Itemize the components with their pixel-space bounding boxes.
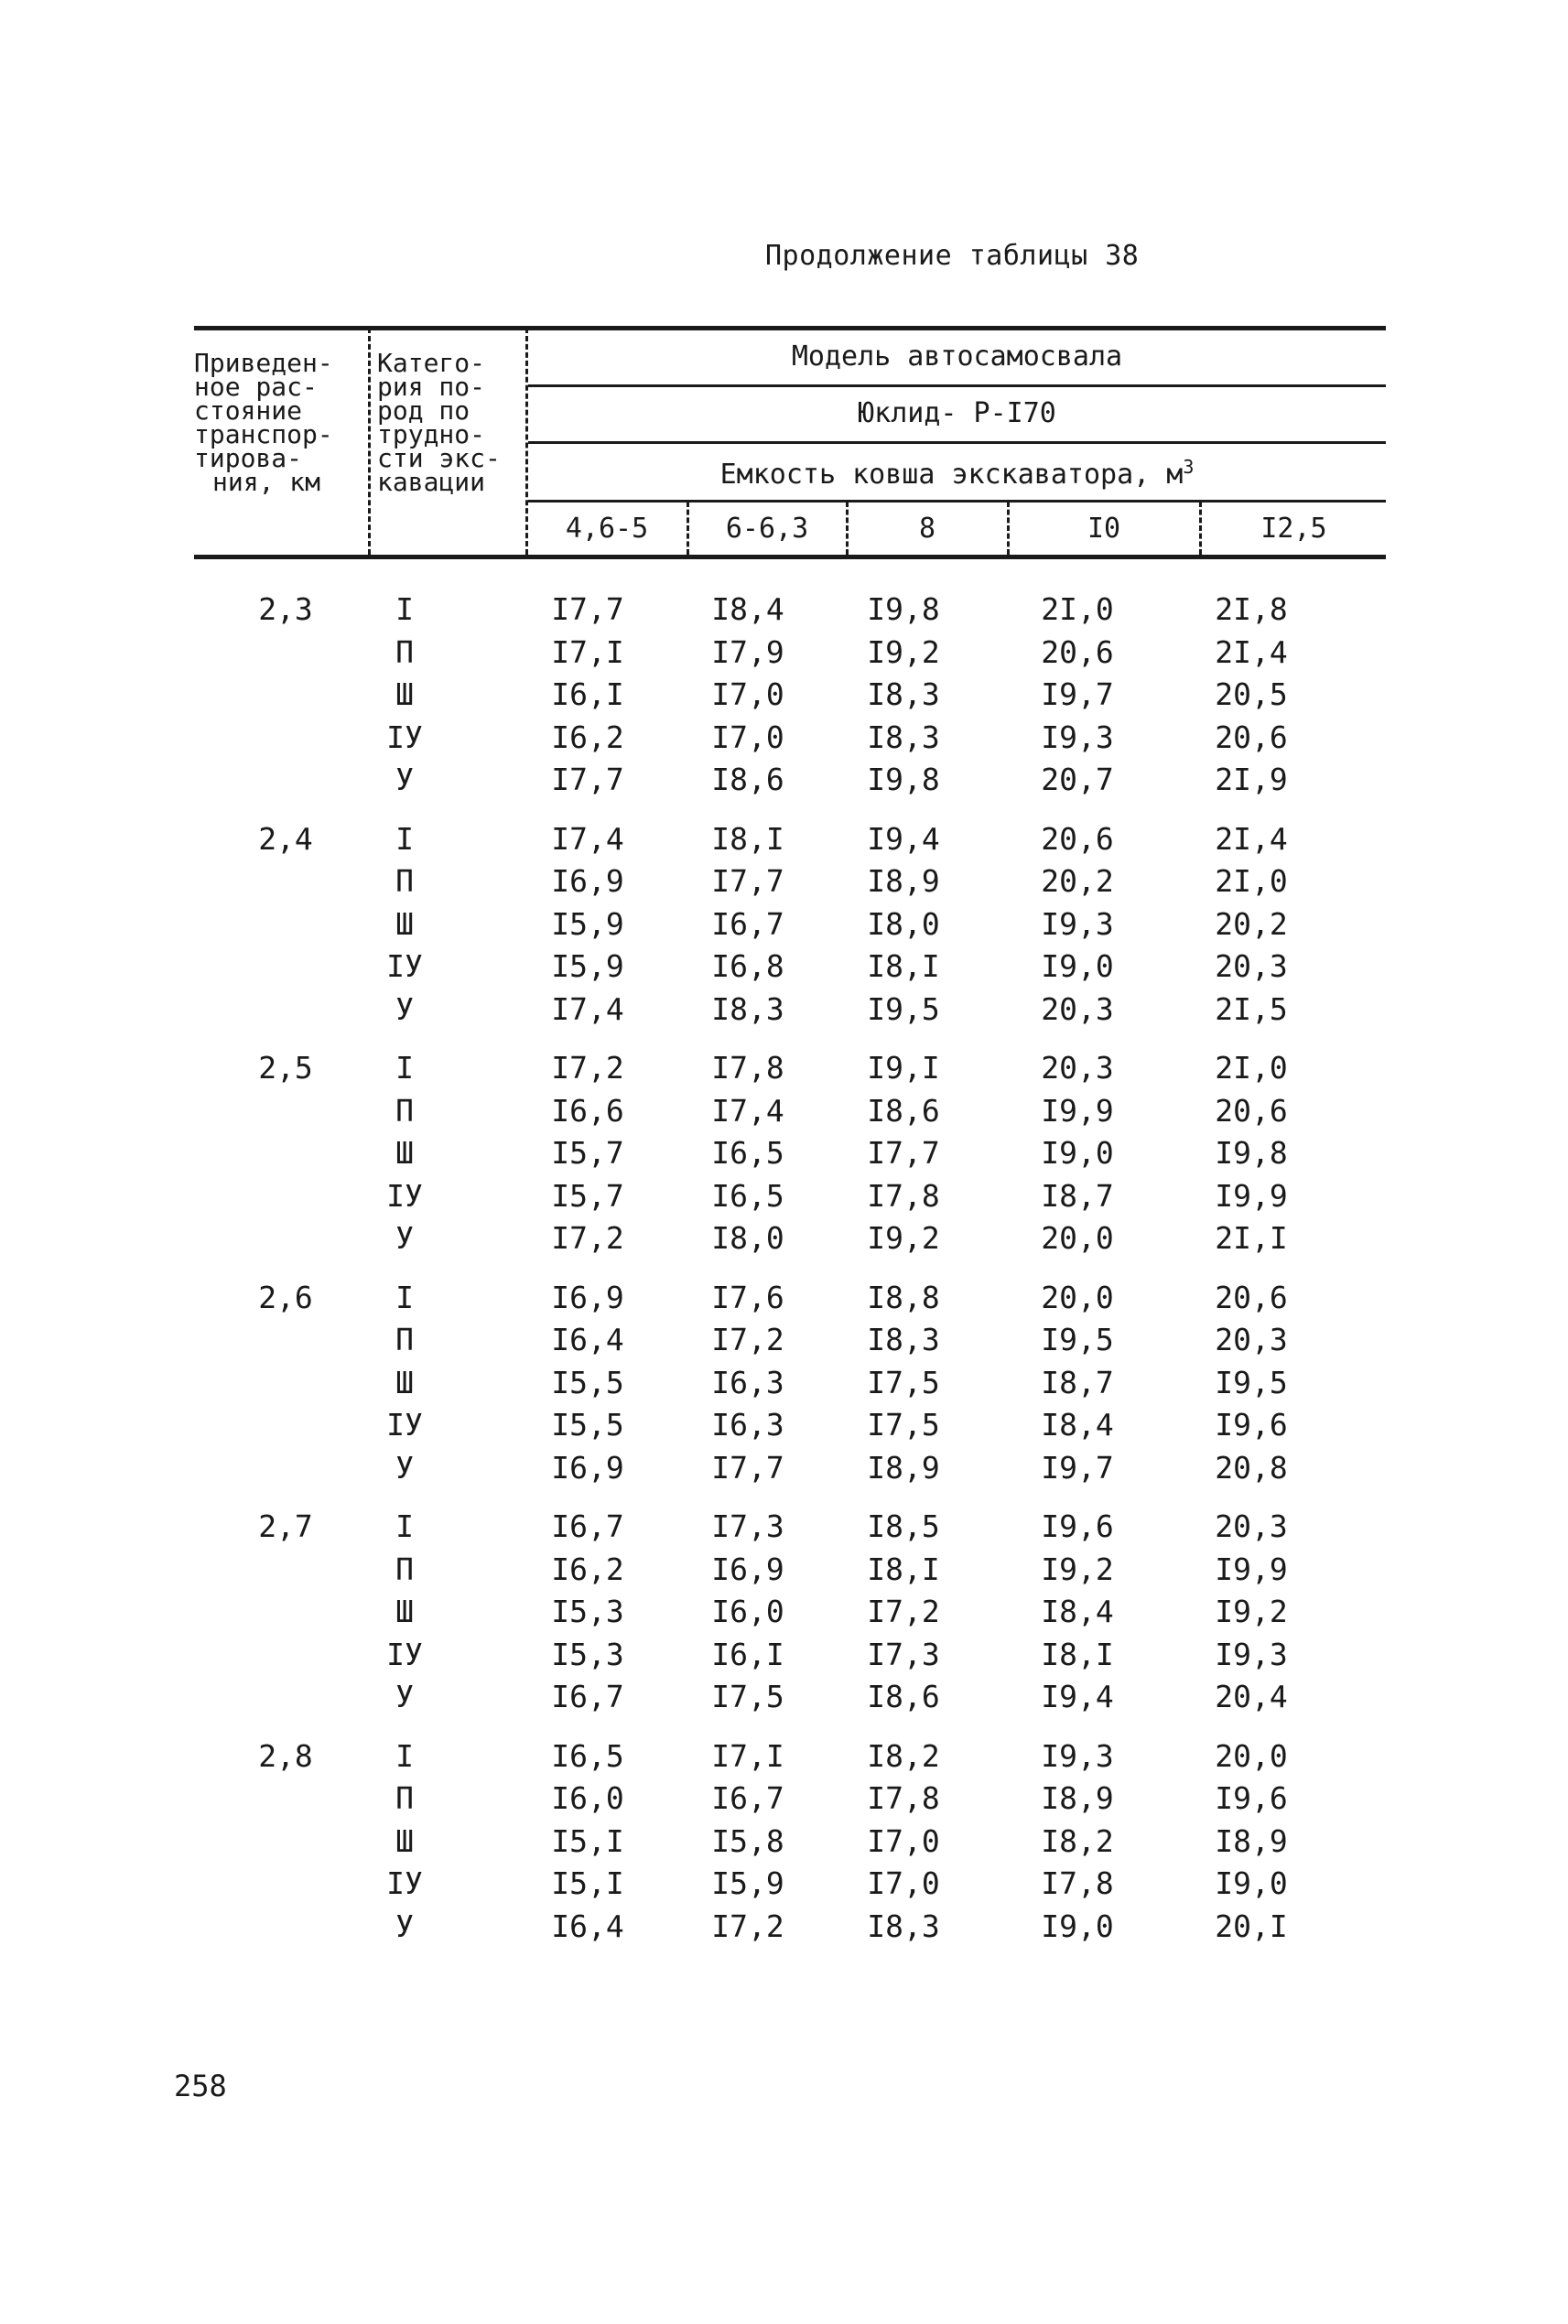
table-row <box>194 1508 1386 1551</box>
value-cell: I6,9 <box>551 1449 624 1486</box>
value-cell: I7,4 <box>551 820 624 857</box>
value-cell: I9,9 <box>1041 1092 1114 1129</box>
category-cell: П <box>395 1780 414 1816</box>
value-cell: 2I,9 <box>1215 762 1288 797</box>
value-cell: I9,3 <box>1041 1737 1114 1774</box>
value-cell: I8,I <box>1041 1636 1114 1672</box>
value-cell: I5,I <box>551 1822 624 1859</box>
category-cell: Ш <box>395 1822 414 1859</box>
value-cell: I5,5 <box>551 1364 624 1400</box>
value-cell: I8,3 <box>711 990 784 1027</box>
value-cell: I7,5 <box>867 1407 940 1443</box>
value-cell: I7,8 <box>867 1780 940 1816</box>
table-row <box>194 1050 1386 1092</box>
value-cell: 20,6 <box>1215 1092 1288 1129</box>
value-cell: I9,2 <box>867 633 940 670</box>
value-cell: I7,3 <box>711 1508 784 1544</box>
distance-cell: 2,8 <box>258 1737 313 1774</box>
value-cell: I9,6 <box>1215 1780 1288 1816</box>
value-cell: I6,5 <box>711 1135 784 1171</box>
distance-cell: 2,6 <box>258 1279 313 1315</box>
value-cell: I7,2 <box>711 1322 784 1357</box>
value-cell: 2I,0 <box>1041 591 1114 627</box>
value-cell: I8,9 <box>867 1449 940 1486</box>
value-cell: I8,4 <box>1041 1594 1114 1629</box>
header-rule-1 <box>528 384 1386 387</box>
value-cell: 20,3 <box>1041 1050 1114 1086</box>
value-cell: I6,0 <box>551 1780 624 1816</box>
table-row <box>194 1679 1386 1721</box>
value-cell: I8,6 <box>867 1092 940 1129</box>
value-cell: I9,6 <box>1041 1508 1114 1544</box>
value-cell: I8,I <box>867 1551 940 1587</box>
table-row <box>194 1551 1386 1594</box>
value-cell: I7,7 <box>551 762 624 797</box>
value-cell: I7,0 <box>867 1865 940 1901</box>
value-cell: I6,3 <box>711 1407 784 1443</box>
value-cell: I6,8 <box>711 948 784 984</box>
value-cell: I7,2 <box>551 1220 624 1256</box>
value-cell: I8,0 <box>711 1220 784 1256</box>
category-cell: I <box>395 591 414 627</box>
value-cell: I6,7 <box>711 905 784 942</box>
header-model-value: Юклид- Р-I70 <box>858 397 1056 429</box>
value-cell: I5,I <box>551 1865 624 1901</box>
value-cell: I7,8 <box>867 1177 940 1214</box>
value-cell: I9,0 <box>1041 1908 1114 1944</box>
value-cell: I5,9 <box>711 1865 784 1901</box>
category-cell: П <box>395 863 414 899</box>
table-row <box>194 863 1386 905</box>
table-row <box>194 1865 1386 1908</box>
value-cell: I9,8 <box>867 591 940 627</box>
value-cell: I9,3 <box>1215 1636 1288 1672</box>
table-row <box>194 906 1386 948</box>
category-cell: ІУ <box>386 948 423 984</box>
category-cell: ІУ <box>386 1636 423 1672</box>
value-cell: I7,7 <box>711 1449 784 1486</box>
table-row <box>194 676 1386 719</box>
category-cell: У <box>395 1220 414 1256</box>
header-rule-3 <box>528 500 1386 503</box>
table-top-rule <box>194 326 1386 330</box>
category-cell: ІУ <box>386 719 423 755</box>
value-cell: 20,2 <box>1215 905 1288 942</box>
value-cell: I7,8 <box>711 1050 784 1086</box>
table-row <box>194 1365 1386 1407</box>
value-cell: I6,6 <box>551 1092 624 1129</box>
value-cell: I8,I <box>867 948 940 984</box>
category-cell: П <box>395 633 414 670</box>
value-cell: I5,5 <box>551 1407 624 1443</box>
value-cell: I7,7 <box>551 591 624 627</box>
value-cell: 2I,4 <box>1215 820 1288 857</box>
value-cell: 20,0 <box>1041 1279 1114 1315</box>
category-cell: I <box>395 1050 414 1086</box>
value-cell: I7,2 <box>867 1594 940 1629</box>
value-cell: I7,0 <box>867 1822 940 1859</box>
value-cell: I5,3 <box>551 1594 624 1629</box>
category-cell: I <box>395 1737 414 1774</box>
table-row <box>194 1280 1386 1322</box>
table-row <box>194 762 1386 804</box>
value-cell: I8,6 <box>867 1679 940 1714</box>
category-cell: ІУ <box>386 1177 423 1214</box>
value-cell: 20,6 <box>1215 719 1288 755</box>
value-cell: 20,6 <box>1215 1279 1288 1315</box>
header-capacity-col-4: I0 <box>1087 513 1121 545</box>
value-cell: I8,I <box>711 820 784 857</box>
value-cell: I8,5 <box>867 1508 940 1544</box>
value-cell: I8,3 <box>867 1908 940 1944</box>
table-row <box>194 1738 1386 1780</box>
value-cell: I6,9 <box>551 1279 624 1315</box>
value-cell: I8,7 <box>1041 1364 1114 1400</box>
value-cell: 2I,5 <box>1215 990 1288 1027</box>
value-cell: I9,2 <box>867 1220 940 1256</box>
category-cell: I <box>395 820 414 857</box>
value-cell: I9,2 <box>1215 1594 1288 1629</box>
value-cell: 20,6 <box>1041 633 1114 670</box>
category-cell: Ш <box>395 1364 414 1400</box>
header-rule-2 <box>528 441 1386 444</box>
value-cell: I8,2 <box>1041 1822 1114 1859</box>
value-cell: I9,9 <box>1215 1177 1288 1214</box>
value-cell: I9,7 <box>1041 676 1114 712</box>
value-cell: I6,4 <box>551 1908 624 1944</box>
value-cell: I8,7 <box>1041 1177 1114 1214</box>
category-cell: П <box>395 1322 414 1357</box>
header-capacity-col-1: 4,6-5 <box>565 513 649 545</box>
category-cell: Ш <box>395 676 414 712</box>
value-cell: 20,3 <box>1041 990 1114 1027</box>
value-cell: I6,4 <box>551 1322 624 1357</box>
value-cell: I7,6 <box>711 1279 784 1315</box>
value-cell: I7,7 <box>711 863 784 899</box>
value-cell: I6,0 <box>711 1594 784 1629</box>
value-cell: I6,I <box>551 676 624 712</box>
value-cell: I6,5 <box>551 1737 624 1774</box>
value-cell: I9,4 <box>867 820 940 857</box>
table-row <box>194 634 1386 676</box>
value-cell: I8,3 <box>867 1322 940 1357</box>
value-cell: I6,7 <box>711 1780 784 1816</box>
header-model-label: Модель автосамосвала <box>791 340 1123 373</box>
value-cell: I9,2 <box>1041 1551 1114 1587</box>
value-cell: I8,4 <box>711 591 784 627</box>
value-cell: I6,I <box>711 1636 784 1672</box>
table-row <box>194 1637 1386 1679</box>
value-cell: I9,0 <box>1215 1865 1288 1901</box>
value-cell: 20,7 <box>1041 762 1114 797</box>
category-cell: Ш <box>395 905 414 942</box>
value-cell: I5,9 <box>551 905 624 942</box>
value-cell: I8,4 <box>1041 1407 1114 1443</box>
table-row <box>194 821 1386 863</box>
header-capacity-col-3: 8 <box>918 513 936 545</box>
category-cell: Ш <box>395 1594 414 1629</box>
value-cell: I7,2 <box>711 1908 784 1944</box>
value-cell: I6,2 <box>551 1551 624 1587</box>
value-cell: I8,2 <box>867 1737 940 1774</box>
distance-cell: 2,4 <box>258 820 313 857</box>
value-cell: I7,5 <box>711 1679 784 1714</box>
value-cell: I5,3 <box>551 1636 624 1672</box>
header-category: Катего- рия по- род по трудно- сти экс- кавации <box>377 348 501 497</box>
value-cell: 2I,0 <box>1215 1050 1288 1086</box>
header-distance: Приведен- ное рас- стояние транспор- тирова- ния, км <box>194 348 333 497</box>
table-row <box>194 1322 1386 1364</box>
category-cell: ІУ <box>386 1407 423 1443</box>
value-cell: I7,0 <box>711 719 784 755</box>
value-cell: I9,4 <box>1041 1679 1114 1714</box>
table-row <box>194 1823 1386 1865</box>
header-capacity-col-2: 6-6,3 <box>725 513 809 545</box>
value-cell: 2I,4 <box>1215 633 1288 670</box>
value-cell: I6,7 <box>551 1679 624 1714</box>
header-capacity-label: Емкость ковша экскаватора, $м^3$ <box>719 456 1195 491</box>
value-cell: I6,9 <box>711 1551 784 1587</box>
value-cell: I9,5 <box>1215 1364 1288 1400</box>
value-cell: 20,3 <box>1215 1508 1288 1544</box>
value-cell: I9,9 <box>1215 1551 1288 1587</box>
value-cell: I8,9 <box>867 863 940 899</box>
value-cell: I7,I <box>551 633 624 670</box>
category-cell: У <box>395 990 414 1027</box>
header-bottom-rule <box>194 555 1386 559</box>
table-row <box>194 1908 1386 1951</box>
value-cell: 20,6 <box>1041 820 1114 857</box>
table-row <box>194 719 1386 762</box>
value-cell: I7,2 <box>551 1050 624 1086</box>
value-cell: I6,9 <box>551 863 624 899</box>
table-row <box>194 1135 1386 1177</box>
value-cell: I5,7 <box>551 1135 624 1171</box>
category-cell: У <box>395 1449 414 1486</box>
table-row <box>194 1220 1386 1262</box>
category-cell: Ш <box>395 1135 414 1171</box>
category-cell: П <box>395 1092 414 1129</box>
value-cell: I6,7 <box>551 1508 624 1544</box>
value-cell: I8,3 <box>867 719 940 755</box>
value-cell: I9,7 <box>1041 1449 1114 1486</box>
value-cell: 20,0 <box>1215 1737 1288 1774</box>
value-cell: I8,6 <box>711 762 784 797</box>
category-cell: I <box>395 1508 414 1544</box>
category-cell: I <box>395 1279 414 1315</box>
table-row <box>194 1594 1386 1636</box>
value-cell: I6,5 <box>711 1177 784 1214</box>
value-cell: I5,7 <box>551 1177 624 1214</box>
category-cell: У <box>395 762 414 797</box>
value-cell: 20,5 <box>1215 676 1288 712</box>
category-cell: П <box>395 1551 414 1587</box>
value-cell: I8,9 <box>1041 1780 1114 1816</box>
value-cell: I9,3 <box>1041 905 1114 942</box>
header-capacity-col-5: I2,5 <box>1260 513 1327 545</box>
value-cell: 2I,I <box>1215 1220 1288 1256</box>
table-row <box>194 991 1386 1033</box>
table-row <box>194 1407 1386 1449</box>
value-cell: 20,3 <box>1215 948 1288 984</box>
value-cell: 20,3 <box>1215 1322 1288 1357</box>
value-cell: I9,0 <box>1041 948 1114 984</box>
value-cell: 2I,8 <box>1215 591 1288 627</box>
value-cell: I8,8 <box>867 1279 940 1315</box>
value-cell: I9,6 <box>1215 1407 1288 1443</box>
value-cell: 20,2 <box>1041 863 1114 899</box>
value-cell: I9,3 <box>1041 719 1114 755</box>
value-cell: I9,0 <box>1041 1135 1114 1171</box>
value-cell: 2I,0 <box>1215 863 1288 899</box>
category-cell: У <box>395 1679 414 1714</box>
distance-cell: 2,3 <box>258 591 313 627</box>
table-row <box>194 1093 1386 1135</box>
value-cell: 20,I <box>1215 1908 1288 1944</box>
value-cell: 20,8 <box>1215 1449 1288 1486</box>
table-row <box>194 1450 1386 1492</box>
table-caption: Продолжение таблицы 38 <box>765 240 1140 272</box>
value-cell: I7,3 <box>867 1636 940 1672</box>
distance-cell: 2,7 <box>258 1508 313 1544</box>
value-cell: I9,I <box>867 1050 940 1086</box>
value-cell: I9,8 <box>867 762 940 797</box>
value-cell: I8,3 <box>867 676 940 712</box>
value-cell: I8,0 <box>867 905 940 942</box>
value-cell: I7,7 <box>867 1135 940 1171</box>
distance-cell: 2,5 <box>258 1050 313 1086</box>
value-cell: I9,5 <box>1041 1322 1114 1357</box>
category-cell: ІУ <box>386 1865 423 1901</box>
value-cell: I8,9 <box>1215 1822 1288 1859</box>
value-cell: I5,8 <box>711 1822 784 1859</box>
value-cell: I7,I <box>711 1737 784 1774</box>
value-cell: I6,2 <box>551 719 624 755</box>
col-separator-1 <box>368 328 371 555</box>
category-cell: У <box>395 1908 414 1944</box>
value-cell: I7,4 <box>551 990 624 1027</box>
value-cell: I9,5 <box>867 990 940 1027</box>
value-cell: I7,4 <box>711 1092 784 1129</box>
table-row <box>194 1780 1386 1822</box>
value-cell: I9,8 <box>1215 1135 1288 1171</box>
value-cell: 20,4 <box>1215 1679 1288 1714</box>
value-cell: I6,3 <box>711 1364 784 1400</box>
value-cell: I7,9 <box>711 633 784 670</box>
table-row <box>194 1178 1386 1220</box>
value-cell: I7,5 <box>867 1364 940 1400</box>
value-cell: I5,9 <box>551 948 624 984</box>
value-cell: I7,8 <box>1041 1865 1114 1901</box>
page-number: 258 <box>174 2069 227 2103</box>
value-cell: 20,0 <box>1041 1220 1114 1256</box>
table-row <box>194 948 1386 990</box>
value-cell: I7,0 <box>711 676 784 712</box>
table-row <box>194 591 1386 633</box>
